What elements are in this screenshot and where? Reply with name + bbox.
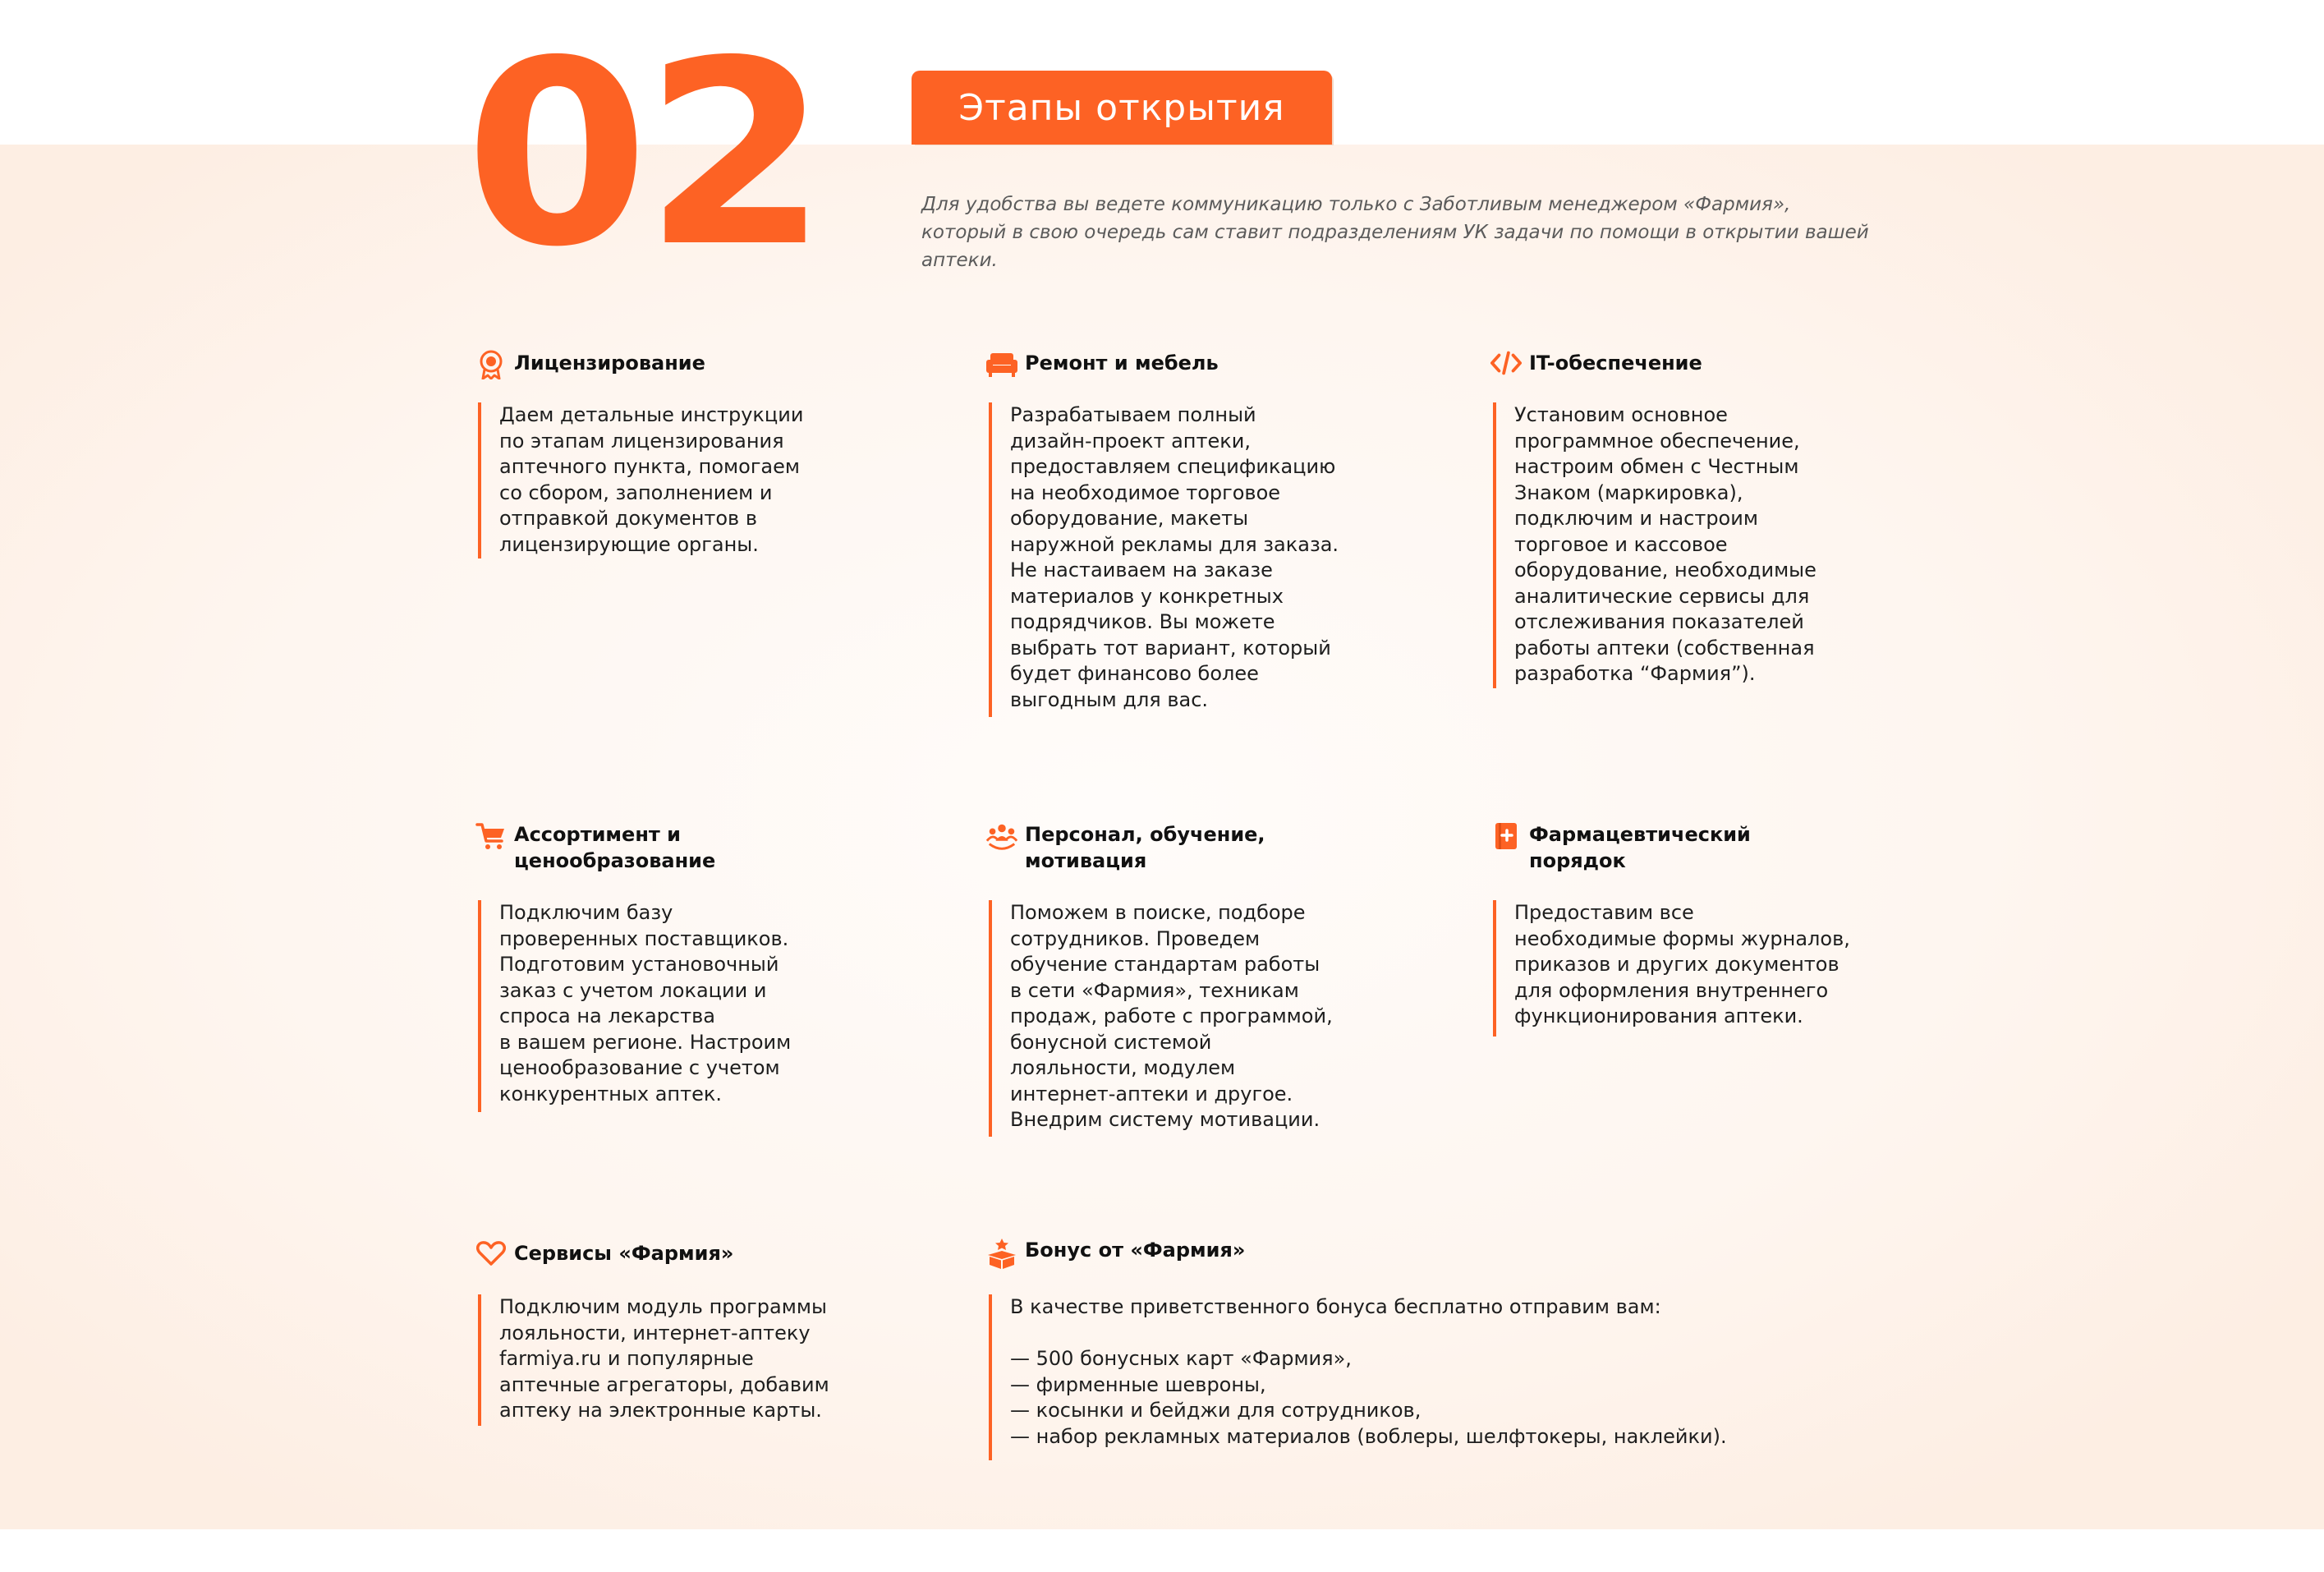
section-services-header xyxy=(475,1240,733,1273)
section-title: Бонус от «Фармия» xyxy=(1025,1239,1246,1262)
certificate-icon xyxy=(475,350,508,383)
gift-box-icon xyxy=(985,1237,1018,1270)
section-assortment-header xyxy=(475,821,715,874)
section-title: Ремонт и мебель xyxy=(1025,352,1219,375)
section-personnel-header xyxy=(985,821,1265,874)
section-bonus-body: В качестве приветственного бонуса бесплатно отправим вам: — 500 бонусных карт «Фармия», — фирменные шевроны, — косынки и бейджи для сотрудников, — набор рекламных материалов (воблеры, шелфтокеры, наклейки). xyxy=(989,1294,1727,1460)
section-services-body: Подключим модуль программы лояльности, интернет-аптеку farmiya.ru и популярные аптечные агрегаторы, добавим аптеку на электронные карты. xyxy=(478,1294,829,1426)
section-title: Фармацевтический порядок xyxy=(1529,823,1751,872)
page-title: Этапы открытия xyxy=(912,71,1332,145)
section-it-header xyxy=(1490,350,1702,383)
section-it-body: Установим основное программное обеспечение, настроим обмен с Честным Знаком (маркировка), подключим и настроим торговое и кассовое оборудование, необходимые аналитические сервисы для отслеживания показателей работы аптеки (собственная разработка “Фармия”). xyxy=(1493,402,1816,688)
section-licensing-header xyxy=(475,350,705,383)
intro-text: Для удобства вы ведете коммуникацию только с Заботливым менеджером «Фармия», который в свою очередь сам ставит подразделениям УК задачи по помощи в открытии вашей аптеки. xyxy=(921,194,1869,271)
medical-book-icon xyxy=(1490,821,1523,854)
section-repair-header xyxy=(985,350,1219,383)
section-title: Ассортимент и ценообразование xyxy=(514,823,716,872)
sofa-icon xyxy=(985,350,1018,383)
section-number: 02 xyxy=(465,7,824,303)
section-repair-body: Разрабатываем полный дизайн-проект аптеки, предоставляем спецификацию на необходимое торговое оборудование, макеты наружной рекламы для заказа. Не настаиваем на заказе материалов у конкретных подрядчиков. Вы можете выбрать тот вариант, который будет финансово более выгодным для вас. xyxy=(989,402,1339,717)
section-pharma-order-header xyxy=(1490,821,1751,874)
code-icon xyxy=(1490,350,1523,383)
heart-icon xyxy=(475,1240,508,1273)
section-personnel-body: Поможем в поиске, подборе сотрудников. Проведем обучение стандартам работы в сети «Фармия», техникам продаж, работе с программой, бонусной системой лояльности, модулем интернет-аптеки и другое. Внедрим систему мотивации. xyxy=(989,900,1333,1137)
section-bonus-header xyxy=(985,1237,1245,1270)
section-title: Персонал, обучение, мотивация xyxy=(1025,823,1265,872)
team-icon xyxy=(985,821,1018,854)
section-title: Сервисы «Фармия» xyxy=(514,1242,734,1265)
section-pharma-order-body: Предоставим все необходимые формы журналов, приказов и других документов для оформления внутреннего функционирования аптеки. xyxy=(1493,900,1850,1037)
cart-icon xyxy=(475,821,508,854)
section-assortment-body: Подключим базу проверенных поставщиков. Подготовим установочный заказ с учетом локации и спроса на лекарства в вашем регионе. Настроим ценообразование с учетом конкурентных аптек. xyxy=(478,900,791,1112)
section-title: IT-обеспечение xyxy=(1529,352,1702,375)
section-licensing-body: Даем детальные инструкции по этапам лицензирования аптечного пункта, помогаем со сбором, заполнением и отправкой документов в лицензирующие органы. xyxy=(478,402,803,558)
section-title: Лицензирование xyxy=(514,352,705,375)
